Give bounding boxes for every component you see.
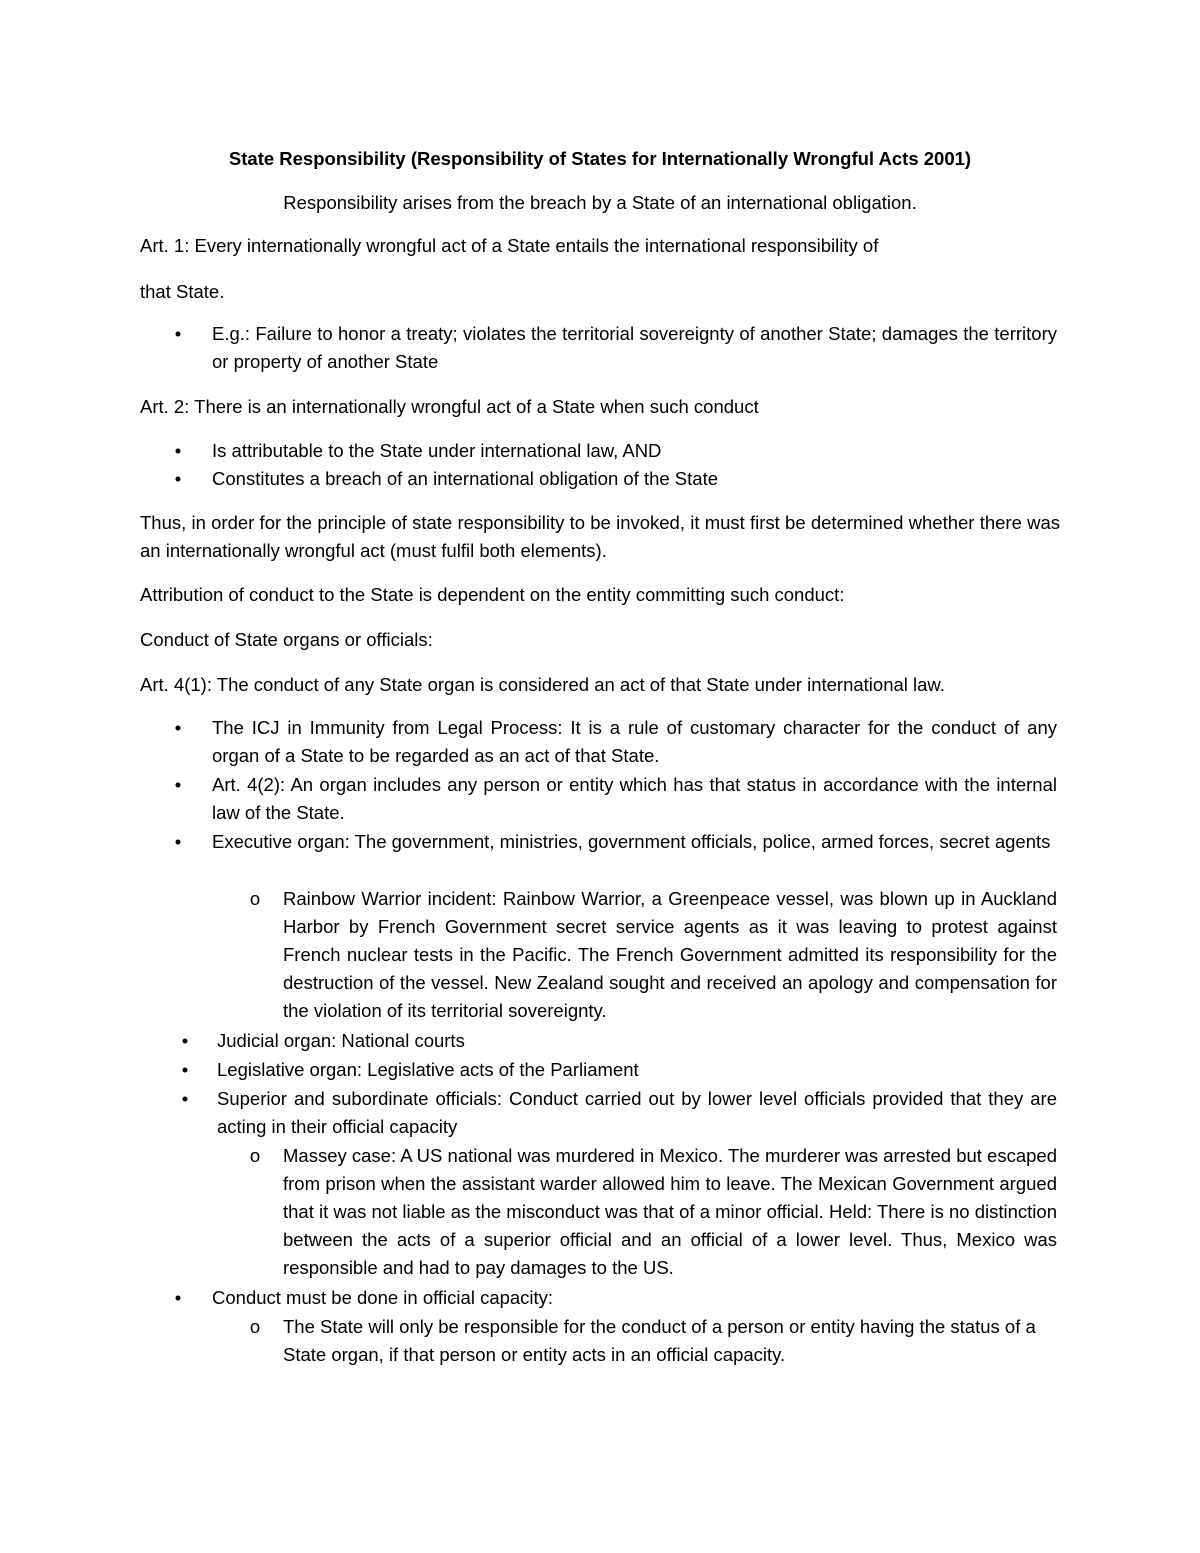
bullet-glyph: • [174,440,182,461]
bullet-glyph: • [174,717,182,738]
bullet-official-capacity: Conduct must be done in official capacity: [212,1287,554,1308]
sub-bullet-massey-case: Massey case: A US national was murdered in Mexico. The murderer was arrested but escaped from prison when the assistant warder allowed him to leave. The Mexican Government argued that it was not liable as the misconduct was that of a minor official. Held: There is no distinction between the acts of a superior official and an official of a lower level. Thus, Mexico was responsible and had to pay damages to the US. [283,1145,1057,1278]
document-title: State Responsibility (Responsibility of States for Internationally Wrongful Acts 2001) [228,148,972,169]
bullet-executive: Executive organ: The government, ministries, government officials, police, armed forces, secret agents [212,831,1051,852]
conduct-heading: Conduct of State organs or officials: [140,629,433,650]
art1-line1: Art. 1: Every internationally wrongful act of a State entails the international responsibility of [140,235,879,256]
bullet-glyph: • [174,323,182,344]
bullet-glyph: • [174,831,182,852]
art4-line: Art. 4(1): The conduct of any State organ is considered an act of that State under international law. [140,674,945,695]
bullet-legislative: Legislative organ: Legislative acts of the Parliament [217,1059,639,1080]
bullet-judicial: Judicial organ: National courts [217,1030,465,1051]
sub-bullet-glyph: o [249,1145,261,1166]
art2-line: Art. 2: There is an internationally wrongful act of a State when such conduct [140,396,759,417]
attribution-paragraph: Attribution of conduct to the State is dependent on the entity committing such conduct: [140,584,845,605]
sub-bullet-official-detail: The State will only be responsible for the conduct of a person or entity having the status of a State organ, if that person or entity acts in an official capacity. [283,1316,1036,1365]
sub-bullet-glyph: o [249,1316,261,1337]
bullet-glyph: • [181,1088,189,1109]
art1-line2: that State. [140,281,225,302]
art1-bullet-eg: E.g.: Failure to honor a treaty; violates the territorial sovereignty of another State; damages the territory or property of another State [212,323,1057,372]
bullet-glyph: • [174,774,182,795]
bullet-superior-subordinate: Superior and subordinate officials: Conduct carried out by lower level officials provided that they are acting in their official capacity [217,1088,1057,1137]
thus-paragraph: Thus, in order for the principle of state responsibility to be invoked, it must first be determined whether there was an internationally wrongful act (must fulfil both elements). [140,512,1060,561]
bullet-glyph: • [181,1030,189,1051]
bullet-icj: The ICJ in Immunity from Legal Process: It is a rule of customary character for the conduct of any organ of a State to be regarded as an act of that State. [212,717,1057,766]
document-subtitle: Responsibility arises from the breach by a State of an international obligation. [283,192,917,213]
art2-bullet-attributable: Is attributable to the State under international law, AND [212,440,662,461]
bullet-glyph: • [174,468,182,489]
bullet-glyph: • [181,1059,189,1080]
art2-bullet-breach: Constitutes a breach of an international obligation of the State [212,468,719,489]
bullet-glyph: • [174,1287,182,1308]
sub-bullet-glyph: o [249,888,261,909]
sub-bullet-rainbow-warrior: Rainbow Warrior incident: Rainbow Warrior, a Greenpeace vessel, was blown up in Auckland Harbor by French Government secret service agents as it was leaving to protest against French nuclear tests in the Pacific. The French Government admitted its responsibility for the destruction of the vessel. New Zealand sought and received an apology and compensation for the violation of its territorial sovereignty. [283,888,1057,1021]
bullet-art42: Art. 4(2): An organ includes any person or entity which has that status in accordance with the internal law of the State. [212,774,1057,823]
